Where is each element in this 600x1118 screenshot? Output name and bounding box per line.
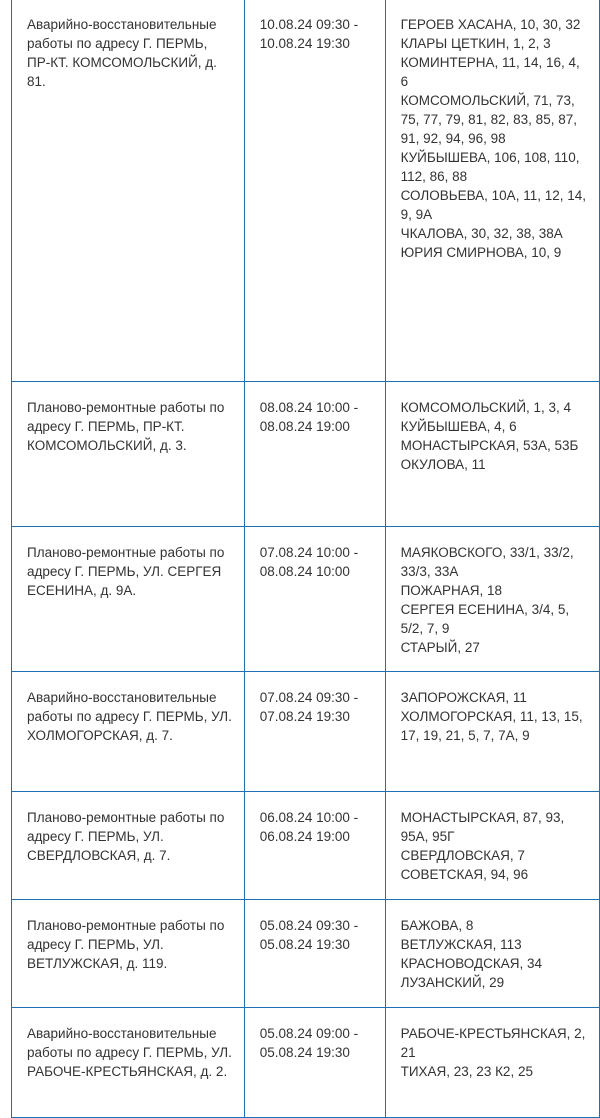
work-description-cell: Планово-ремонтные работы по адресу Г. ПЕРМЬ, УЛ. ВЕТЛУЖСКАЯ, д. 119.	[12, 900, 245, 1008]
outage-row	[12, 672, 600, 792]
affected-address: ЛУЗАНСКИЙ, 29	[400, 975, 505, 990]
outage-row	[12, 900, 600, 1008]
affected-address: СВЕРДЛОВСКАЯ, 7	[400, 848, 525, 863]
work-period-cell: 05.08.24 09:30 - 05.08.24 19:30	[244, 900, 385, 1008]
affected-address: КОМСОМОЛЬСКИЙ, 1, 3, 4	[400, 400, 572, 415]
affected-addresses-cell	[385, 527, 599, 672]
work-description-cell: Планово-ремонтные работы по адресу Г. ПЕРМЬ, УЛ. СВЕРДЛОВСКАЯ, д. 7.	[12, 792, 245, 900]
affected-addresses-cell	[385, 0, 599, 382]
affected-address: СОЛОВЬЕВА, 10А, 11, 12, 14, 9, 9А	[400, 188, 586, 222]
work-period-cell: 05.08.24 09:00 - 05.08.24 19:30	[244, 1008, 385, 1118]
affected-address: ЮРИЯ СМИРНОВА, 10, 9	[400, 245, 562, 260]
affected-address: МОНАСТЫРСКАЯ, 87, 93, 95А, 95Г	[400, 810, 565, 844]
outages-table	[11, 0, 600, 1118]
affected-address: ПОЖАРНАЯ, 18	[400, 583, 502, 598]
affected-address: МОНАСТЫРСКАЯ, 53А, 53Б	[400, 438, 579, 453]
affected-address: СОВЕТСКАЯ, 94, 96	[400, 867, 529, 882]
affected-address: КУЙБЫШЕВА, 4, 6	[400, 419, 517, 434]
affected-address: ЗАПОРОЖСКАЯ, 11	[400, 690, 527, 705]
affected-address: СТАРЫЙ, 27	[400, 640, 480, 655]
affected-address: ГЕРОЕВ ХАСАНА, 10, 30, 32	[400, 17, 581, 32]
outage-row	[12, 1008, 600, 1118]
affected-address: МАЯКОВСКОГО, 33/1, 33/2, 33/3, 33А	[400, 545, 574, 579]
affected-address: РАБОЧЕ-КРЕСТЬЯНСКАЯ, 2, 21	[400, 1026, 586, 1060]
work-period-cell: 08.08.24 10:00 - 08.08.24 19:00	[244, 382, 385, 527]
outage-row	[12, 0, 600, 382]
affected-addresses-cell	[385, 672, 599, 792]
affected-address: КУЙБЫШЕВА, 106, 108, 110, 112, 86, 88	[400, 150, 580, 184]
outage-row	[12, 527, 600, 672]
work-description-cell: Аварийно-восстановительные работы по адресу Г. ПЕРМЬ, УЛ. РАБОЧЕ-КРЕСТЬЯНСКАЯ, д. 2.	[12, 1008, 245, 1118]
affected-addresses-cell	[385, 382, 599, 527]
work-description-cell: Планово-ремонтные работы по адресу Г. ПЕРМЬ, ПР-КТ. КОМСОМОЛЬСКИЙ, д. 3.	[12, 382, 245, 527]
affected-address: СЕРГЕЯ ЕСЕНИНА, 3/4, 5, 5/2, 7, 9	[400, 602, 570, 636]
affected-address: КРАСНОВОДСКАЯ, 34	[400, 956, 543, 971]
affected-address: КОМСОМОЛЬСКИЙ, 71, 73, 75, 77, 79, 81, 82, 83, 85, 87, 91, 92, 94, 96, 98	[400, 93, 577, 146]
affected-address: ВЕТЛУЖСКАЯ, 113	[400, 937, 522, 952]
work-period-cell: 07.08.24 09:30 - 07.08.24 19:30	[244, 672, 385, 792]
affected-address: ЧКАЛОВА, 30, 32, 38, 38А	[400, 226, 563, 241]
outages-table-body	[12, 0, 600, 1118]
affected-address: ХОЛМОГОРСКАЯ, 11, 13, 15, 17, 19, 21, 5, 7, 7А, 9	[400, 709, 583, 743]
affected-addresses-cell	[385, 900, 599, 1008]
affected-addresses-cell	[385, 1008, 599, 1118]
outage-row	[12, 792, 600, 900]
affected-address: ОКУЛОВА, 11	[400, 457, 486, 472]
work-description-cell: Аварийно-восстановительные работы по адресу Г. ПЕРМЬ, УЛ. ХОЛМОГОРСКАЯ, д. 7.	[12, 672, 245, 792]
work-period-cell: 06.08.24 10:00 - 06.08.24 19:00	[244, 792, 385, 900]
outage-row	[12, 382, 600, 527]
work-description-cell: Планово-ремонтные работы по адресу Г. ПЕРМЬ, УЛ. СЕРГЕЯ ЕСЕНИНА, д. 9А.	[12, 527, 245, 672]
work-period-cell: 07.08.24 10:00 - 08.08.24 10:00	[244, 527, 385, 672]
affected-address: ТИХАЯ, 23, 23 К2, 25	[400, 1064, 533, 1079]
affected-address: КОМИНТЕРНА, 11, 14, 16, 4, 6	[400, 55, 580, 89]
work-description-cell: Аварийно-восстановительные работы по адресу Г. ПЕРМЬ, ПР-КТ. КОМСОМОЛЬСКИЙ, д. 81.	[12, 0, 245, 382]
affected-address: КЛАРЫ ЦЕТКИН, 1, 2, 3	[400, 36, 551, 51]
work-period-cell: 10.08.24 09:30 - 10.08.24 19:30	[244, 0, 385, 382]
affected-address: БАЖОВА, 8	[400, 918, 474, 933]
affected-addresses-cell	[385, 792, 599, 900]
